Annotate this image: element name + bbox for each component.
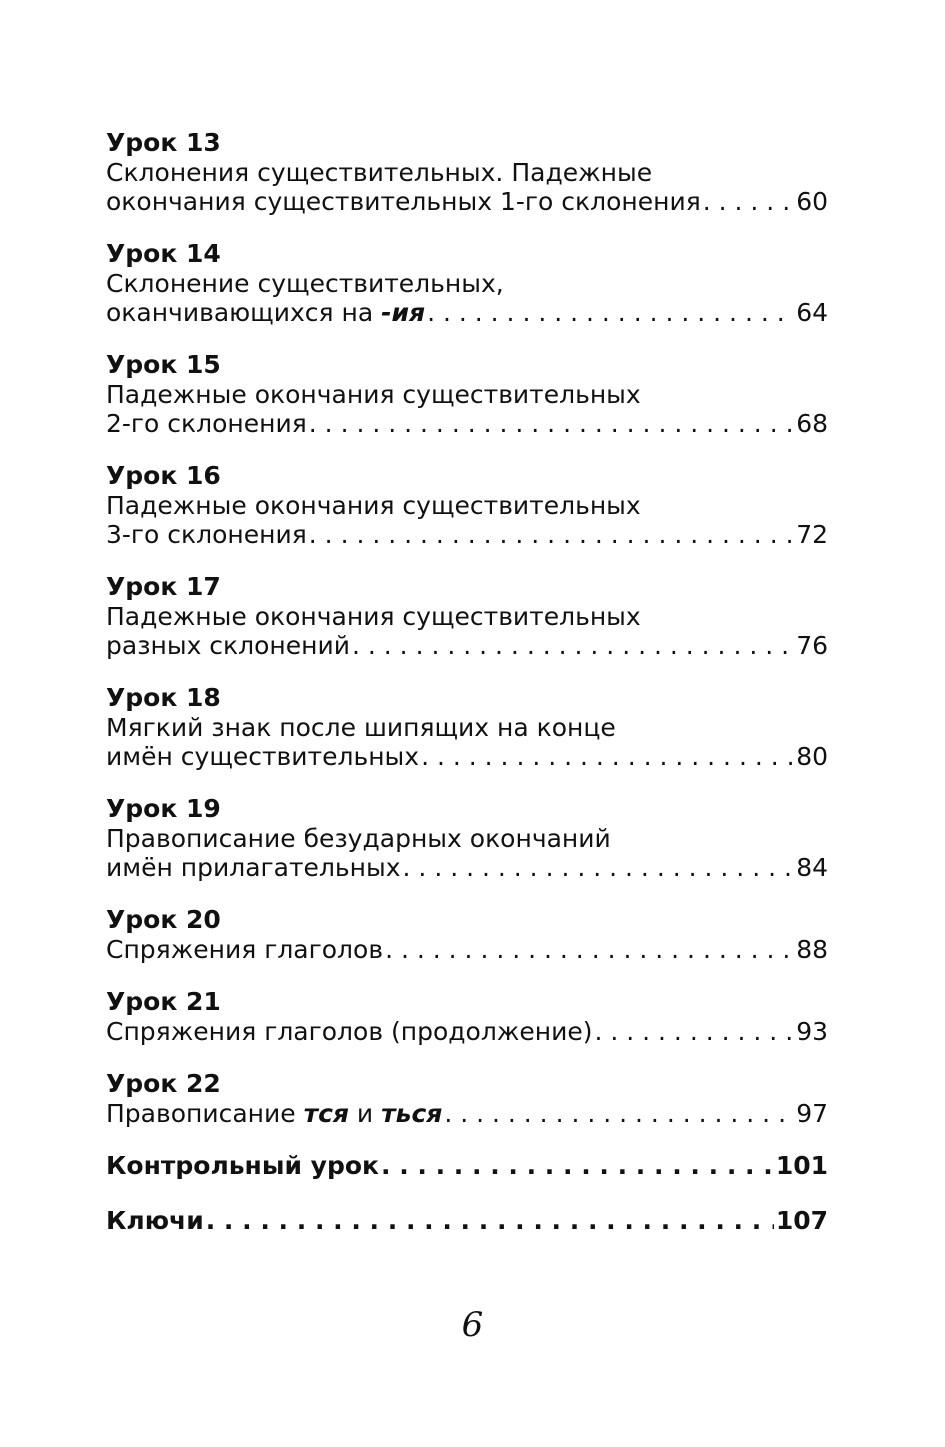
page-number: 80 [796, 742, 828, 771]
lesson-title-line: имён прилагательных [106, 853, 401, 882]
toc-entry-keys[interactable] [106, 1206, 828, 1236]
lesson-title-leader-line [106, 187, 828, 216]
control-lesson-label: Контрольный урок [106, 1151, 379, 1180]
page-number: 97 [796, 1099, 828, 1128]
page-number: 107 [775, 1206, 828, 1235]
toc-entry-lesson-13[interactable] [106, 128, 828, 216]
lesson-title-leader-line [106, 520, 828, 549]
lesson-title-line: Спряжения глаголов (продолжение) [106, 1017, 593, 1046]
lesson-title-line [106, 298, 425, 327]
toc-entry-lesson-19[interactable] [106, 794, 828, 882]
lesson-title-line: имён существительных [106, 742, 420, 771]
lesson-title-leader-line [106, 1017, 828, 1046]
dot-leader [381, 1151, 774, 1181]
page-number: 93 [796, 1017, 828, 1046]
toc-entry-control-lesson[interactable] [106, 1151, 828, 1181]
lesson-title-line: 3-го склонения [106, 520, 307, 549]
lesson-heading: Урок 15 [106, 350, 221, 379]
lesson-title-leader-line [106, 631, 828, 660]
lesson-title-line: окончания существительных 1-го склонения [106, 187, 701, 216]
lesson-heading: Урок 13 [106, 128, 221, 157]
lesson-title-line: Склонения существительных. Падежные [106, 158, 653, 187]
dot-leader [594, 1017, 794, 1046]
toc-entry-lesson-22[interactable] [106, 1069, 828, 1128]
lesson-title-line: 2-го склонения [106, 409, 307, 438]
page-number: 72 [796, 520, 828, 549]
dot-leader [427, 298, 794, 327]
toc-entry-lesson-16[interactable] [106, 461, 828, 549]
lesson-heading: Урок 17 [106, 572, 221, 601]
lesson-title-line: Падежные окончания существительных [106, 602, 641, 631]
lesson-heading: Урок 21 [106, 987, 221, 1016]
lesson-title-italic: -ия [381, 298, 426, 327]
page-number: 60 [796, 187, 828, 216]
lesson-title-line: Спряжения глаголов [106, 935, 384, 964]
lesson-title-italic: ться [381, 1099, 443, 1128]
lesson-title-line: Падежные окончания существительных [106, 491, 641, 520]
toc-entry-lesson-17[interactable] [106, 572, 828, 660]
dot-leader [309, 409, 794, 438]
lesson-title-text: оканчивающихся на [106, 298, 382, 327]
table-of-contents [106, 128, 828, 1261]
keys-label: Ключи [106, 1206, 204, 1235]
dot-leader [403, 853, 795, 882]
page-number: 88 [796, 935, 828, 964]
toc-entry-lesson-20[interactable] [106, 905, 828, 964]
lesson-title-line: Падежные окончания существительных [106, 380, 641, 409]
lesson-title-leader-line [106, 298, 828, 327]
lesson-title-leader-line [106, 409, 828, 438]
page-number-footer: 6 [461, 1305, 484, 1345]
toc-entry-lesson-14[interactable] [106, 239, 828, 327]
dot-leader [206, 1206, 774, 1236]
dot-leader [703, 187, 794, 216]
lesson-title-line [106, 1099, 442, 1128]
lesson-title-italic: тся [303, 1099, 349, 1128]
dot-leader [352, 631, 794, 660]
toc-entry-lesson-21[interactable] [106, 987, 828, 1046]
page-number: 84 [796, 853, 828, 882]
page-number: 64 [796, 298, 828, 327]
lesson-title-leader-line [106, 853, 828, 882]
lesson-title-text: Правописание [106, 1099, 304, 1128]
lesson-heading: Урок 16 [106, 461, 221, 490]
dot-leader [385, 935, 794, 964]
lesson-title-leader-line [106, 742, 828, 771]
page-number: 101 [775, 1151, 828, 1180]
lesson-title-line: Правописание безударных окончаний [106, 824, 611, 853]
page-number: 68 [796, 409, 828, 438]
dot-leader [421, 742, 794, 771]
lesson-title-line: Склонение существительных, [106, 269, 504, 298]
lesson-title-text: и [348, 1099, 382, 1128]
lesson-title-leader-line [106, 1099, 828, 1128]
lesson-title-line: Мягкий знак после шипящих на конце [106, 713, 616, 742]
lesson-heading: Урок 22 [106, 1069, 221, 1098]
lesson-heading: Урок 20 [106, 905, 221, 934]
lesson-heading: Урок 14 [106, 239, 221, 268]
dot-leader [309, 520, 794, 549]
lesson-heading: Урок 19 [106, 794, 221, 823]
toc-entry-lesson-18[interactable] [106, 683, 828, 771]
lesson-heading: Урок 18 [106, 683, 221, 712]
page-number: 76 [796, 631, 828, 660]
dot-leader [444, 1099, 794, 1128]
toc-entry-lesson-15[interactable] [106, 350, 828, 438]
lesson-title-leader-line [106, 935, 828, 964]
lesson-title-line: разных склонений [106, 631, 350, 660]
